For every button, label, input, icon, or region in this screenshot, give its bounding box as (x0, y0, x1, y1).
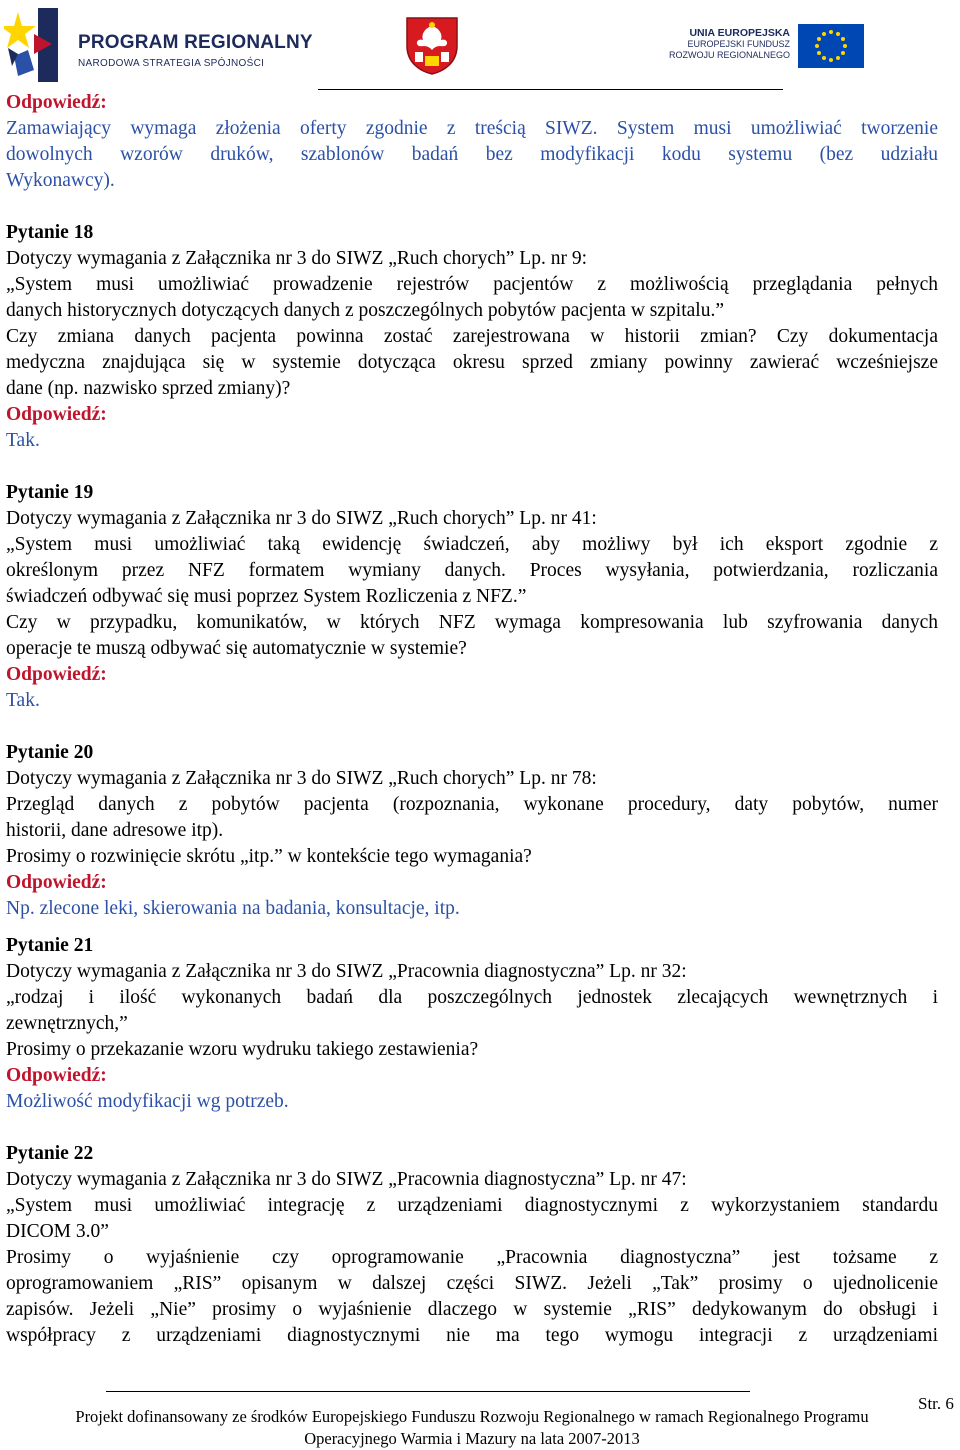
question-line: Prosimy o wyjaśnienie czy oprogramowanie „Pracownia diagnostyczna” jest tożsame z (6, 1247, 938, 1268)
program-subtitle: NARODOWA STRATEGIA SPÓJNOŚCI (78, 58, 265, 69)
question-line: historii, dane adresowe itp). (6, 820, 224, 841)
question-line: dane (np. nazwisko sprzed zmiany)? (6, 378, 291, 399)
question-line: Przegląd danych z pobytów pacjenta (rozpoznania, wykonane procedury, daty pobytów, numer (6, 794, 938, 815)
answer-line: dowolnych wzorów druków, szablonów badań bez modyfikacji kodu systemu (bez udziału (6, 144, 938, 165)
question-line: zapisów. Jeżeli „Nie” prosimy o wyjaśnienie dlaczego w systemie „RIS” dedykowanym do obsługi i (6, 1299, 938, 1320)
warmia-mazury-crest-icon (405, 16, 459, 76)
question-line: świadczeń odbywać się musi poprzez System Rozliczenia z NFZ.” (6, 586, 527, 607)
eu-title: UNIA EUROPEJSKA (689, 27, 790, 39)
question-title: Pytanie 21 (6, 935, 94, 956)
question-line: Czy w przypadku, komunikatów, w których NFZ wymaga kompresowania lub szyfrowania danych (6, 612, 938, 633)
page-header (0, 0, 960, 92)
question-reference: Dotyczy wymagania z Załącznika nr 3 do SIWZ „Pracownia diagnostyczna” Lp. nr 32: (6, 961, 687, 982)
question-line: medyczna znajdująca się w systemie dotycząca okresu sprzed zmiany powinny zawierać wcześniejsze (6, 352, 938, 373)
question-line: współpracy z urządzeniami diagnostycznymi nie ma tego wymogu integracji z urządzeniami (6, 1325, 938, 1346)
question-reference: Dotyczy wymagania z Załącznika nr 3 do SIWZ „Ruch chorych” Lp. nr 9: (6, 248, 587, 269)
program-regionalny-star-logo-icon (4, 4, 74, 86)
answer-label: Odpowiedź: (6, 404, 107, 425)
eu-fund-line2: ROZWOJU REGIONALNEGO (668, 50, 790, 60)
eu-logo (666, 24, 956, 74)
eu-logo-text (666, 28, 790, 61)
question-line: operacje te muszą odbywać się automatycznie w systemie? (6, 638, 467, 659)
question-line: „System musi umożliwiać integrację z urządzeniami diagnostycznymi z wykorzystaniem standardu (6, 1195, 938, 1216)
footer-divider (106, 1391, 750, 1392)
program-regionalny-logo (4, 4, 324, 86)
answer-label: Odpowiedź: (6, 664, 107, 685)
question-reference: Dotyczy wymagania z Załącznika nr 3 do SIWZ „Ruch chorych” Lp. nr 41: (6, 508, 597, 529)
question-title: Pytanie 19 (6, 482, 94, 503)
question-title: Pytanie 22 (6, 1143, 94, 1164)
question-title: Pytanie 18 (6, 222, 94, 243)
question-line: Prosimy o rozwinięcie skrótu „itp.” w kontekście tego wymagania? (6, 846, 532, 867)
answer-text: Np. zlecone leki, skierowania na badania, konsultacje, itp. (6, 898, 460, 919)
answer-line: Wykonawcy). (6, 170, 115, 191)
question-reference: Dotyczy wymagania z Załącznika nr 3 do SIWZ „Ruch chorych” Lp. nr 78: (6, 768, 597, 789)
question-line: „System musi umożliwiać prowadzenie rejestrów pacjentów z możliwością przeglądania pełnych (6, 274, 938, 295)
page-number: Str. 6 (918, 1394, 954, 1413)
question-line: zewnętrznych,” (6, 1013, 128, 1034)
question-title: Pytanie 20 (6, 742, 94, 763)
question-line: Prosimy o przekazanie wzoru wydruku takiego zestawienia? (6, 1039, 479, 1060)
answer-text: Tak. (6, 430, 40, 451)
answer-line: Zamawiający wymaga złożenia oferty zgodnie z treścią SIWZ. System musi umożliwiać tworzenie (6, 118, 938, 139)
question-line: oprogramowaniem „RIS” opisanym w dalszej części SIWZ. Jeżeli „Tak” prosimy o ujednolicenie (6, 1273, 938, 1294)
question-line: określonym przez NFZ formatem wymiany danych. Proces wysyłania, potwierdzania, rozliczania (6, 560, 938, 581)
eu-fund-line1: EUROPEJSKI FUNDUSZ (687, 39, 790, 49)
footer-line: Projekt dofinansowany ze środków Europejskiego Funduszu Rozwoju Regionalnego w ramach Regionalnego Programu (75, 1407, 869, 1426)
question-line: „rodzaj i ilość wykonanych badań dla poszczególnych jednostek zlecających wewnętrznych i (6, 987, 938, 1008)
question-line: Czy zmiana danych pacjenta powinna zostać zarejestrowana w historii zmian? Czy dokumentacja (6, 326, 938, 347)
document-body (6, 90, 938, 1349)
question-line: „System musi umożliwiać taką ewidencję świadczeń, aby możliwy był ich eksport zgodnie z (6, 534, 938, 555)
eu-flag-icon (798, 24, 864, 68)
footer-line: Operacyjnego Warmia i Mazury na lata 2007-2013 (304, 1429, 640, 1448)
answer-text: Możliwość modyfikacji wg potrzeb. (6, 1091, 289, 1112)
answer-label: Odpowiedź: (6, 1065, 107, 1086)
footer-note (0, 1406, 944, 1450)
program-title: PROGRAM REGIONALNY (78, 32, 313, 53)
answer-text: Tak. (6, 690, 40, 711)
question-line: danych historycznych dotyczących danych z poszczególnych pobytów pacjenta w szpitalu.” (6, 300, 724, 321)
question-line: DICOM 3.0” (6, 1221, 109, 1242)
question-reference: Dotyczy wymagania z Załącznika nr 3 do SIWZ „Pracownia diagnostyczna” Lp. nr 47: (6, 1169, 687, 1190)
answer-label: Odpowiedź: (6, 872, 107, 893)
answer-label: Odpowiedź: (6, 92, 107, 113)
